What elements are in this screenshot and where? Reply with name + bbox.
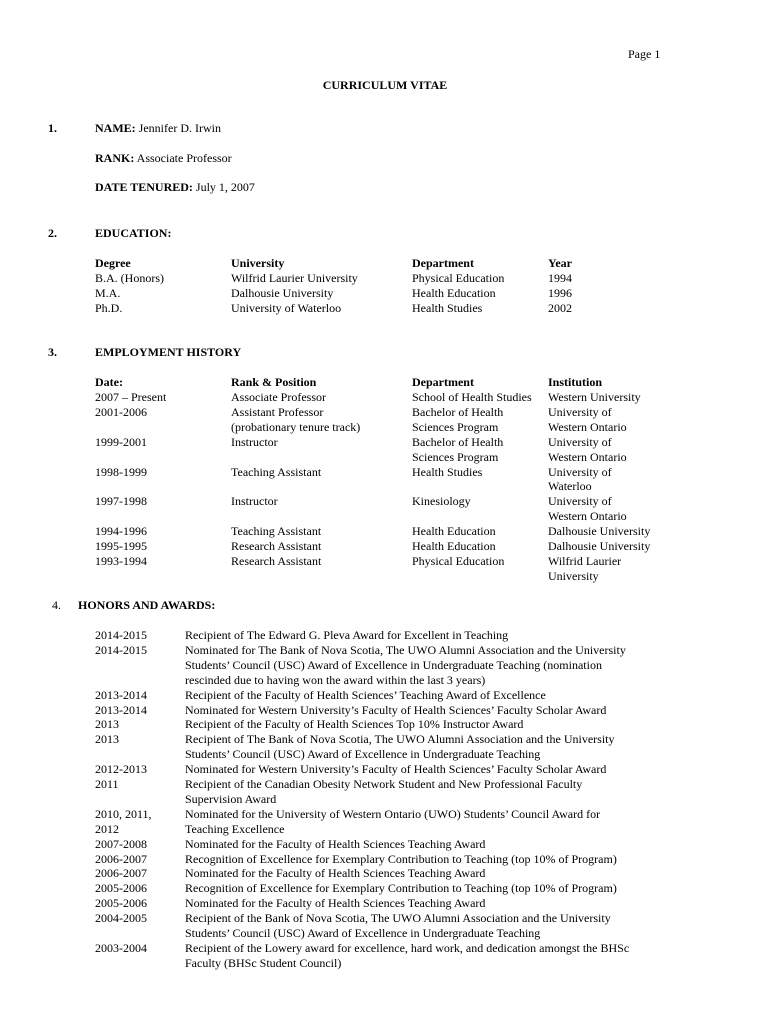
table-cell: Teaching Assistant	[231, 464, 322, 479]
table-cell: B.A. (Honors)	[95, 271, 164, 285]
table-cell: 1993-1994	[95, 553, 147, 568]
table-cell: Western Ontario	[548, 419, 627, 434]
award-year: 2011	[95, 777, 119, 791]
award-text: Recognition of Excellence for Exemplary Contribution to Teaching (top 10% of Program)	[185, 881, 617, 896]
table-cell: 1995-1995	[95, 539, 147, 553]
table-cell: Health Education	[412, 539, 496, 553]
column-header: University	[231, 256, 285, 270]
award-year: 2013	[95, 717, 119, 732]
award-year: 2014-2015	[95, 628, 147, 642]
award-year: 2013	[95, 732, 119, 747]
table-cell: 1997-1998	[95, 494, 147, 509]
award-text: Nominated for the Faculty of Health Sciences Teaching Award	[185, 836, 486, 851]
award-year: 2005-2006	[95, 881, 147, 896]
award-text: Recipient of the Faculty of Health Sciences Top 10% Instructor Award	[185, 717, 524, 732]
award-text: Students’ Council (USC) Award of Excellence in Undergraduate Teaching	[185, 747, 541, 762]
award-year: 2003-2004	[95, 940, 147, 955]
table-cell: 1999-2001	[95, 434, 147, 449]
page-number: Page 1	[628, 47, 661, 61]
award-text: Recipient of the Faculty of Health Sciences’ Teaching Award of Excellence	[185, 687, 546, 702]
table-cell: 2007 – Present	[95, 390, 167, 404]
award-year: 2012-2013	[95, 762, 147, 777]
table-cell: University of	[548, 494, 612, 509]
section-number: 3.	[48, 345, 57, 359]
table-cell: Instructor	[231, 434, 278, 449]
table-cell: Bachelor of Health	[412, 404, 504, 419]
award-text: Nominated for the Faculty of Health Sciences Teaching Award	[185, 896, 486, 911]
table-cell: Dalhousie University	[548, 524, 651, 539]
column-header: Year	[548, 256, 572, 270]
table-cell: Sciences Program	[412, 419, 499, 434]
column-header: Rank & Position	[231, 375, 317, 389]
award-year: 2010, 2011,	[95, 806, 152, 821]
table-cell: Research Assistant	[231, 553, 322, 568]
award-text: Recipient of the Bank of Nova Scotia, The UWO Alumni Association and the University	[185, 911, 611, 926]
table-cell: 2001-2006	[95, 404, 147, 419]
award-text: Teaching Excellence	[185, 821, 285, 836]
award-text: Students’ Council (USC) Award of Excellence in Undergraduate Teaching	[185, 926, 541, 940]
table-cell: Dalhousie University	[548, 539, 651, 553]
award-text: Nominated for the Faculty of Health Sciences Teaching Award	[185, 866, 486, 881]
column-header: Department	[412, 256, 474, 270]
rank-label: RANK:	[95, 151, 135, 165]
section-heading: EDUCATION:	[95, 226, 172, 240]
table-cell: Associate Professor	[231, 390, 326, 404]
table-cell: Assistant Professor	[231, 404, 324, 419]
award-year: 2007-2008	[95, 836, 147, 851]
rank-value: Associate Professor	[136, 151, 232, 165]
table-cell: Health Education	[412, 524, 496, 539]
table-cell: University of	[548, 464, 612, 479]
table-cell: Kinesiology	[412, 494, 471, 509]
award-year: 2006-2007	[95, 866, 147, 881]
name-label: NAME:	[95, 121, 136, 135]
award-text: Recipient of The Edward G. Pleva Award for Excellent in Teaching	[185, 628, 509, 642]
table-cell: Teaching Assistant	[231, 524, 322, 539]
table-cell: 1998-1999	[95, 464, 147, 479]
document-title: CURRICULUM VITAE	[322, 78, 448, 92]
column-header: Institution	[548, 375, 603, 389]
table-cell: Wilfrid Laurier	[548, 553, 622, 568]
table-cell: Western Ontario	[548, 509, 627, 524]
section-heading: EMPLOYMENT HISTORY	[95, 345, 242, 359]
tenure-label: DATE TENURED:	[95, 180, 193, 194]
award-year: 2013-2014	[95, 687, 147, 702]
table-cell: Ph.D.	[95, 300, 123, 315]
section-number: 4.	[52, 598, 61, 612]
table-cell: Health Education	[412, 285, 496, 300]
table-cell: Health Studies	[412, 464, 483, 479]
table-cell: Western University	[548, 390, 641, 404]
section-heading: HONORS AND AWARDS:	[78, 598, 216, 612]
award-year: 2006-2007	[95, 851, 147, 866]
award-year: 2012	[95, 821, 119, 836]
table-cell: Bachelor of Health	[412, 434, 504, 449]
award-year: 2005-2006	[95, 896, 147, 911]
table-cell: Dalhousie University	[231, 285, 334, 300]
award-text: Recognition of Excellence for Exemplary Contribution to Teaching (top 10% of Program)	[185, 851, 617, 866]
table-cell: Instructor	[231, 494, 278, 509]
table-cell: 1996	[548, 285, 572, 300]
award-text: Nominated for Western University’s Faculty of Health Sciences’ Faculty Scholar Award	[185, 762, 607, 777]
table-cell: 1994-1996	[95, 524, 147, 539]
table-cell: Research Assistant	[231, 539, 322, 553]
table-cell: (probationary tenure track)	[231, 419, 361, 434]
column-header: Date:	[95, 375, 123, 389]
table-cell: School of Health Studies	[412, 390, 532, 404]
table-cell: Sciences Program	[412, 449, 499, 464]
table-cell: Health Studies	[412, 300, 483, 315]
table-cell: University of	[548, 404, 612, 419]
table-cell: Wilfrid Laurier University	[231, 271, 358, 285]
table-cell: M.A.	[95, 285, 121, 300]
rank-line	[95, 151, 232, 166]
award-year: 2014-2015	[95, 642, 147, 657]
award-text: Faculty (BHSc Student Council)	[185, 955, 342, 970]
award-text: Recipient of the Lowery award for excellence, hard work, and dedication amongst the BHSc	[185, 940, 630, 955]
name-line	[95, 121, 221, 136]
award-year: 2013-2014	[95, 702, 147, 717]
section-number: 1.	[48, 121, 57, 135]
table-cell: University of Waterloo	[231, 300, 342, 315]
award-text: Nominated for the University of Western Ontario (UWO) Students’ Council Award for	[185, 806, 601, 821]
table-cell: 1994	[548, 271, 572, 285]
award-text: Nominated for The Bank of Nova Scotia, The UWO Alumni Association and the University	[185, 642, 626, 657]
table-cell: 2002	[548, 300, 572, 315]
name-value: Jennifer D. Irwin	[138, 121, 221, 135]
award-year: 2004-2005	[95, 911, 147, 926]
table-cell: University	[548, 568, 599, 583]
tenure-line	[95, 180, 255, 195]
section-number: 2.	[48, 226, 57, 240]
award-text: Recipient of The Bank of Nova Scotia, The UWO Alumni Association and the University	[185, 732, 615, 747]
table-cell: Western Ontario	[548, 449, 627, 464]
table-cell: University of	[548, 434, 612, 449]
column-header: Degree	[95, 256, 131, 270]
table-cell: Physical Education	[412, 553, 505, 568]
award-text: Nominated for Western University’s Faculty of Health Sciences’ Faculty Scholar Award	[185, 702, 607, 717]
award-text: Supervision Award	[185, 791, 277, 806]
column-header: Department	[412, 375, 474, 389]
award-text: Students’ Council (USC) Award of Excellence in Undergraduate Teaching (nomination	[185, 657, 602, 672]
award-text: Recipient of the Canadian Obesity Network Student and New Professional Faculty	[185, 777, 583, 791]
tenure-value: July 1, 2007	[195, 180, 255, 194]
award-text: rescinded due to having won the award within the last 3 years)	[185, 672, 486, 687]
table-cell: Waterloo	[548, 479, 592, 494]
table-cell: Physical Education	[412, 271, 505, 285]
